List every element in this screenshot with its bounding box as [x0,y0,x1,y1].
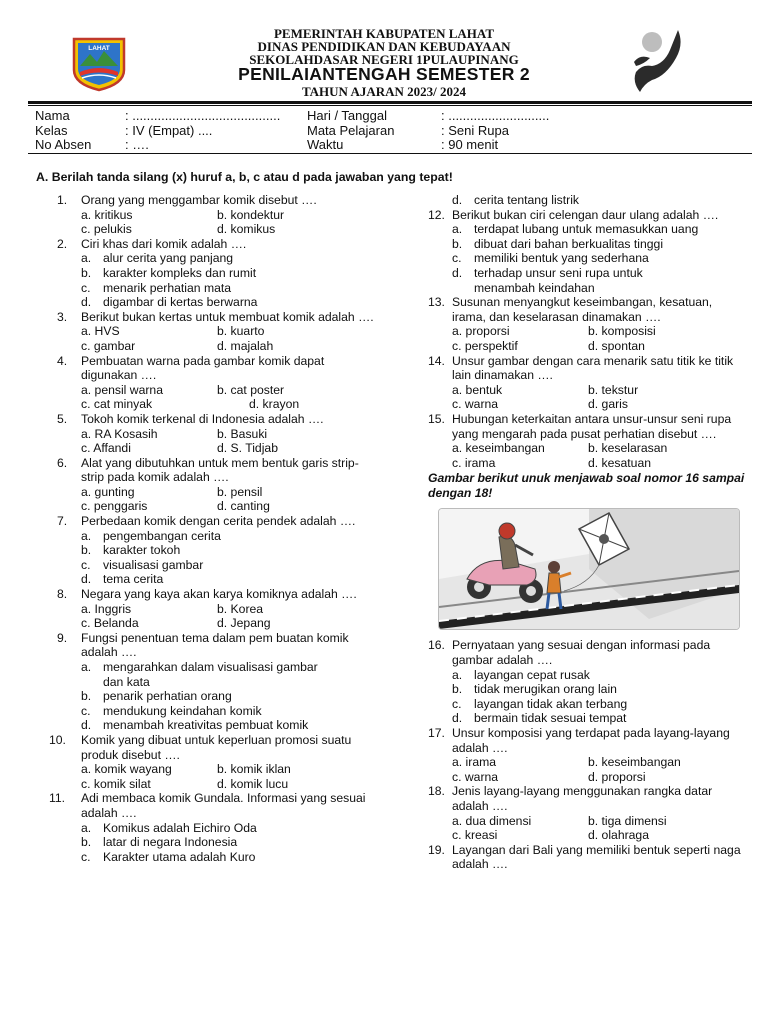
option-c[interactable]: c. visualisasi gambar [81,557,204,572]
option-d[interactable]: d. krayon [249,397,300,412]
option-a[interactable]: a. Inggris [81,601,132,616]
option-a[interactable]: a. gunting [81,484,135,499]
option-b[interactable]: b. tidak merugikan orang lain [452,682,617,697]
option-d[interactable]: d. olahraga [588,828,649,843]
question-7: 7. Perbedaan komik dengan cerita pendek adalah …. [57,514,356,529]
exam-title: PENILAIANTENGAH SEMESTER 2 [238,64,530,84]
option-c[interactable]: c. Belanda [81,616,139,631]
question-9: 9. Fungsi penentuan tema dalam pem buatan komik adalah …. [57,630,349,660]
question-5: 5. Tokoh komik terkenal di Indonesia adalah …. [57,411,324,426]
option-c[interactable]: c. pelukis [81,222,132,237]
option-b[interactable]: b. tiga dimensi [588,813,667,828]
option-d[interactable]: d. digambar di kertas berwarna [81,295,258,310]
question-4: 4. Pembuatan warna pada gambar komik dapat digunakan …. [57,353,325,383]
question-6: 6. Alat yang dibutuhkan untuk mem bentuk garis strip-strip pada komik adalah …. [57,455,359,485]
field-absen[interactable]: : …. [125,137,149,152]
option-c[interactable]: c. cat minyak [81,397,153,412]
question-16: 16. Pernyataan yang sesuai dengan informasi pada gambar adalah …. [428,638,711,668]
option-c[interactable]: c. kreasi [452,828,498,843]
header-divider-thick [28,101,752,104]
option-d[interactable]: d. bermain tidak sesuai tempat [452,711,627,726]
picture-note: Gambar berikut unuk menjawab soal nomor 16 sampai dengan 18! [428,471,745,500]
option-d[interactable]: d. Jepang [217,616,271,631]
option-a[interactable]: a. terdapat lubang untuk memasukkan uang [452,222,699,237]
option-a[interactable]: a. layangan cepat rusak [452,667,590,682]
option-c[interactable]: c. warna [452,397,499,412]
label-kelas: Kelas [35,122,68,138]
header-line-department: DINAS PENDIDIKAN DAN KEBUDAYAAN [257,39,511,54]
option-d[interactable]: d. proporsi [588,769,646,784]
question-12: 12. Berikut bukan ciri celengan daur ulang adalah …. [428,207,719,222]
option-d[interactable]: d. menambah kreativitas pembuat komik [81,718,309,733]
header-divider-thin [28,105,752,106]
option-a[interactable]: a. Komikus adalah Eichiro Oda [81,820,257,835]
label-absen: No Absen [35,137,92,152]
label-hari: Hari / Tanggal [307,108,387,123]
academic-year: TAHUN AJARAN 2023/ 2024 [301,84,467,99]
option-a[interactable]: a. bentuk [452,382,503,397]
questions-left-column [49,193,377,864]
option-d[interactable]: d. canting [217,499,270,514]
option-c[interactable]: c. penggaris [81,499,148,514]
option-c[interactable]: c. Affandi [81,441,131,456]
option-b[interactable]: b. Basuki [217,426,268,441]
option-d[interactable]: d. spontan [588,338,645,353]
option-c[interactable]: c. warna [452,769,499,784]
option-a[interactable]: a. pengembangan cerita [81,528,221,543]
label-waktu: Waktu [307,137,344,152]
option-b[interactable]: b. pensil [217,484,263,499]
option-a[interactable]: a. mengarahkan dalam visualisasi gambar dan kata [81,660,318,689]
option-d[interactable]: d. komik lucu [217,776,289,791]
question-8: 8. Negara yang kaya akan karya komiknya adalah …. [57,587,357,602]
label-nama: Nama [35,108,70,123]
option-b[interactable]: b. komposisi [588,324,656,339]
option-b[interactable]: b. latar di negara Indonesia [81,835,238,850]
option-c[interactable]: c. gambar [81,338,136,353]
option-c[interactable]: c. layangan tidak akan terbang [452,696,628,711]
option-c[interactable]: c. perspektif [452,338,518,353]
option-b[interactable]: b. kuarto [217,324,265,339]
option-d[interactable]: d. komikus [217,222,276,237]
question-2: 2. Ciri khas dari komik adalah …. [57,236,247,251]
field-waktu: : 90 menit [441,137,499,152]
document-header [0,0,768,100]
option-a[interactable]: a. dua dimensi [452,813,532,828]
option-a[interactable]: a. irama [452,755,497,770]
option-b[interactable]: b. karakter tokoh [81,543,181,558]
illustration-kite-motorcycle [438,508,740,630]
option-c[interactable]: c. komik silat [81,776,151,791]
option-b[interactable]: b. kondektur [217,207,285,222]
option-d[interactable]: d. terhadap unsur seni rupa untuk menambah keindahan [452,265,643,295]
option-d[interactable]: d. majalah [217,338,274,353]
option-d[interactable]: d. garis [588,397,628,412]
option-b[interactable]: b. komik iklan [217,762,291,777]
option-b[interactable]: b. keselarasan [588,441,668,456]
option-a[interactable]: a. HVS [81,324,120,339]
option-a[interactable]: a. RA Kosasih [81,426,158,441]
section-a-instruction: A. Berilah tanda silang (x) huruf a, b, c atau d pada jawaban yang tepat! [36,170,453,184]
option-b[interactable]: b. karakter kompleks dan rumit [81,265,257,280]
question-17: 17. Unsur komposisi yang terdapat pada layang-layang adalah …. [428,726,730,755]
option-b[interactable]: b. dibuat dari bahan berkualitas tinggi [452,236,664,251]
question-14: 14. Unsur gambar dengan cara menarik satu titik ke titik lain dinamakan …. [428,353,734,383]
question-18: 18. Jenis layang-layang menggunakan rangka datar adalah …. [428,784,713,813]
option-a[interactable]: a. kritikus [81,207,133,222]
options-q1 [57,208,377,223]
option-d[interactable]: d. kesatuan [588,455,652,470]
option-c[interactable]: c. menarik perhatian mata [81,280,232,295]
header-line-government: PEMERINTAH KABUPATEN LAHAT [273,26,495,41]
option-c[interactable]: c. Karakter utama adalah Kuro [81,849,256,864]
option-d[interactable]: d. cerita tentang listrik [452,193,579,207]
question-11: 11. Adi membaca komik Gundala. Informasi yang sesuai adalah …. [49,791,366,820]
question-19: 19. Layangan dari Bali yang memiliki bentuk seperti naga adalah …. [428,842,741,872]
option-a[interactable]: a. komik wayang [81,762,172,777]
option-c[interactable]: c. memiliki bentuk yang sederhana [452,251,649,266]
option-c[interactable]: c. mendukung keindahan komik [81,703,262,718]
field-nama[interactable]: : ......................................... [125,108,281,123]
options-q1 [57,222,377,237]
field-hari[interactable]: : ............................ [441,108,550,123]
info-divider [28,153,752,154]
header-line-school: SEKOLAHDASAR NEGERI 1PULAUPINANG [249,52,519,67]
question-10: 10. Komik yang dibuat untuk keperluan promosi suatu produk disebut …. [49,732,352,762]
question-15: 15. Hubungan keterkaitan antara unsur-unsur seni rupa yang mengarah pada pusat perhatian disebut …. [428,411,732,441]
option-c[interactable]: c. irama [452,455,496,470]
option-b[interactable]: b. tekstur [588,382,639,397]
field-kelas[interactable]: : IV (Empat) .... [125,122,213,138]
field-mapel: : Seni Rupa [441,122,509,138]
option-a[interactable]: a. proporsi [452,324,510,339]
option-a[interactable]: a. keseimbangan [452,441,545,456]
option-b[interactable]: b. keseimbangan [588,755,681,770]
question-13: 13. Susunan menyangkut keseimbangan, kesatuan, irama, dan keselarasan dinamakan …. [428,295,713,324]
option-d[interactable]: d. S. Tidjab [217,441,278,456]
option-a[interactable]: a. alur cerita yang panjang [81,251,234,266]
questions-right-column [428,193,748,872]
option-d[interactable]: d. tema cerita [81,572,164,587]
student-info-block [35,109,755,153]
option-a[interactable]: a. pensil warna [81,382,163,397]
question-3: 3. Berikut bukan kertas untuk membuat komik adalah …. [57,309,374,324]
option-b[interactable]: b. cat poster [217,382,285,397]
label-mapel: Mata Pelajaran [307,122,395,138]
logo-text: LAHAT [88,45,110,52]
option-b[interactable]: b. Korea [217,601,264,616]
question-1: 1. Orang yang menggambar komik disebut …. [57,193,317,207]
option-b[interactable]: b. penarik perhatian orang [81,689,232,704]
